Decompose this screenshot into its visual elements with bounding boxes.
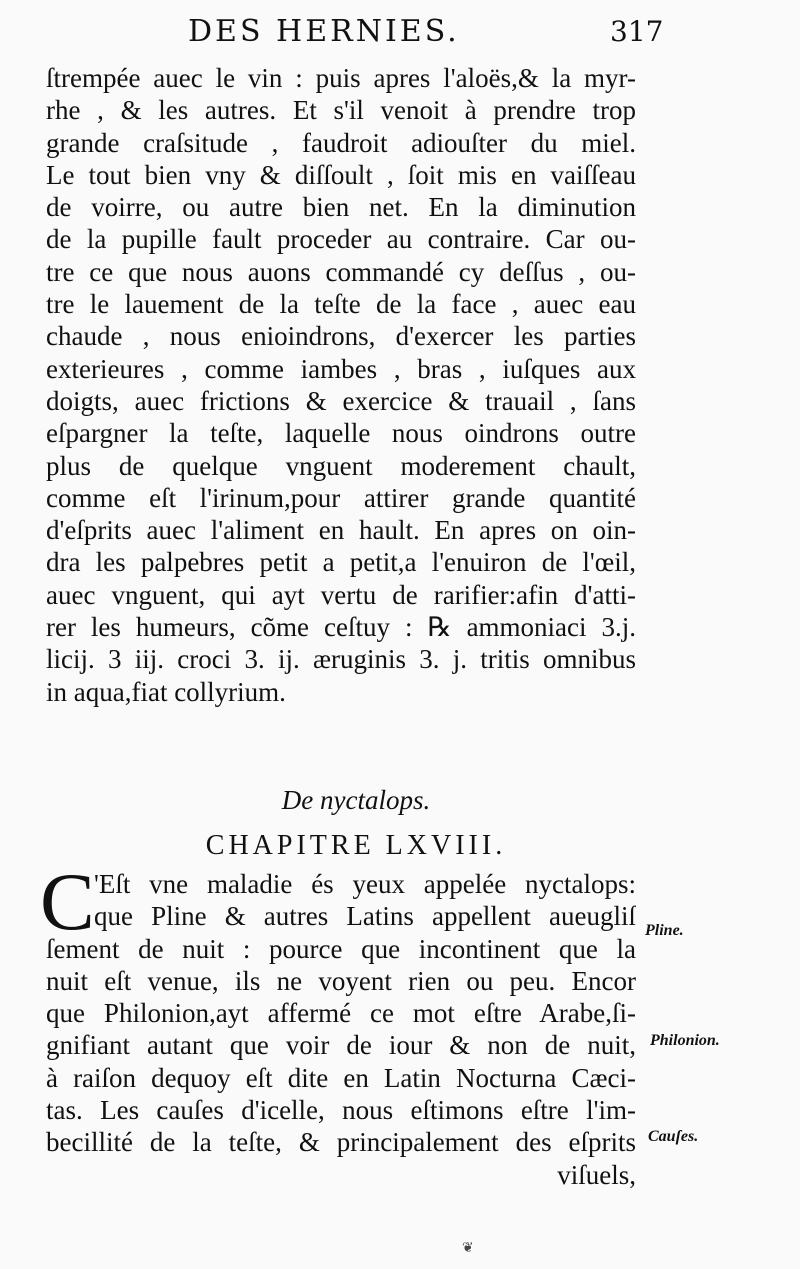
text-line: chaude , nous enioindrons, d'exercer les parties <box>46 321 636 352</box>
running-head <box>0 14 800 50</box>
text-line: tre ce que nous auons commandé cy deſſus , ou- <box>46 256 636 287</box>
text-line: grande craſsitude , faudroit adiouſter du miel. <box>46 127 636 158</box>
text-line: in aqua,fiat collyrium. <box>46 676 286 707</box>
text-line: à raiſon dequoy eſt dite en Latin Nocturna Cæci- <box>46 1062 636 1093</box>
margin-note-pline: Pline. <box>645 922 684 939</box>
text-line: rer les humeurs, cõme ceſtuy : ℞ ammoniaci 3.j. <box>46 612 636 643</box>
chapter-subtitle: De nyctalops. <box>281 785 431 815</box>
text-line: que Philonion,ayt affermé ce mot eſtre Arabe,ſi- <box>46 998 636 1029</box>
text-line: 'Eſt vne maladie és yeux appelée nyctalops: <box>94 869 636 899</box>
drop-cap: C <box>40 856 95 947</box>
text-line: tre le lauement de la teſte de la face , auec eau <box>46 289 636 320</box>
chapter-text <box>40 856 636 1191</box>
text-line: doigts, auec frictions & exercice & trauail , ſans <box>46 385 636 416</box>
text-line: de la pupille fault proceder au contraire. Car ou- <box>46 224 636 255</box>
text-line: becillité de la teſte, & principalement des eſprits <box>46 1127 636 1158</box>
text-line: nuit eſt venue, ils ne voyent rien ou peu. Encor <box>46 965 636 996</box>
text-line: dra les palpebres petit a petit,a l'enuiron de l'œil, <box>46 547 636 578</box>
text-line: ſtrempée auec le vin : puis apres l'aloës,& la myr- <box>46 63 636 93</box>
text-line: auec vnguent, qui ayt vertu de rarifier:afin d'atti- <box>46 579 636 610</box>
chapter-heading-block <box>46 782 636 866</box>
text-line: Le tout bien vny & diſſoult , ſoit mis en vaiſſeau <box>46 159 636 190</box>
chapter-heading: CHAPITRE LXVIII. <box>205 830 507 861</box>
text-line: de voirre, ou autre bien net. En la diminution <box>46 192 636 223</box>
text-line: d'eſprits auec l'aliment en hault. En apres on oin- <box>46 515 636 546</box>
running-title: DES HERNIES. <box>188 14 460 49</box>
text-line: tas. Les cauſes d'icelle, nous eſtimons eſtre l'im- <box>46 1095 636 1126</box>
margin-note-philonion: Philonion. <box>650 1032 720 1049</box>
body-text <box>46 62 636 708</box>
text-line: rhe , & les autres. Et s'il venoit à prendre trop <box>46 95 636 126</box>
page-number: 317 <box>610 15 664 48</box>
text-line: gnifiant autant que voir de iour & non de nuit, <box>46 1030 636 1061</box>
ornament-icon: ❦ <box>462 1240 474 1256</box>
text-line: ſement de nuit : pource que incontinent que la <box>46 933 636 964</box>
margin-note-causes: Cauſes. <box>648 1128 699 1145</box>
text-line: licij. 3 iij. croci 3. ij. æruginis 3. j. tritis omnibus <box>46 644 636 675</box>
text-line: que Pline & autres Latins appellent aueugliſ <box>94 901 636 932</box>
text-line: eſpargner la teſte, laquelle nous oindrons outre <box>46 418 636 449</box>
text-line: plus de quelque vnguent moderement chault, <box>46 450 636 481</box>
text-line: exterieures , comme iambes , bras , iuſques aux <box>46 353 636 384</box>
text-line: comme eſt l'irinum,pour attirer grande quantité <box>46 482 636 513</box>
text-line: viſuels, <box>557 1159 636 1190</box>
